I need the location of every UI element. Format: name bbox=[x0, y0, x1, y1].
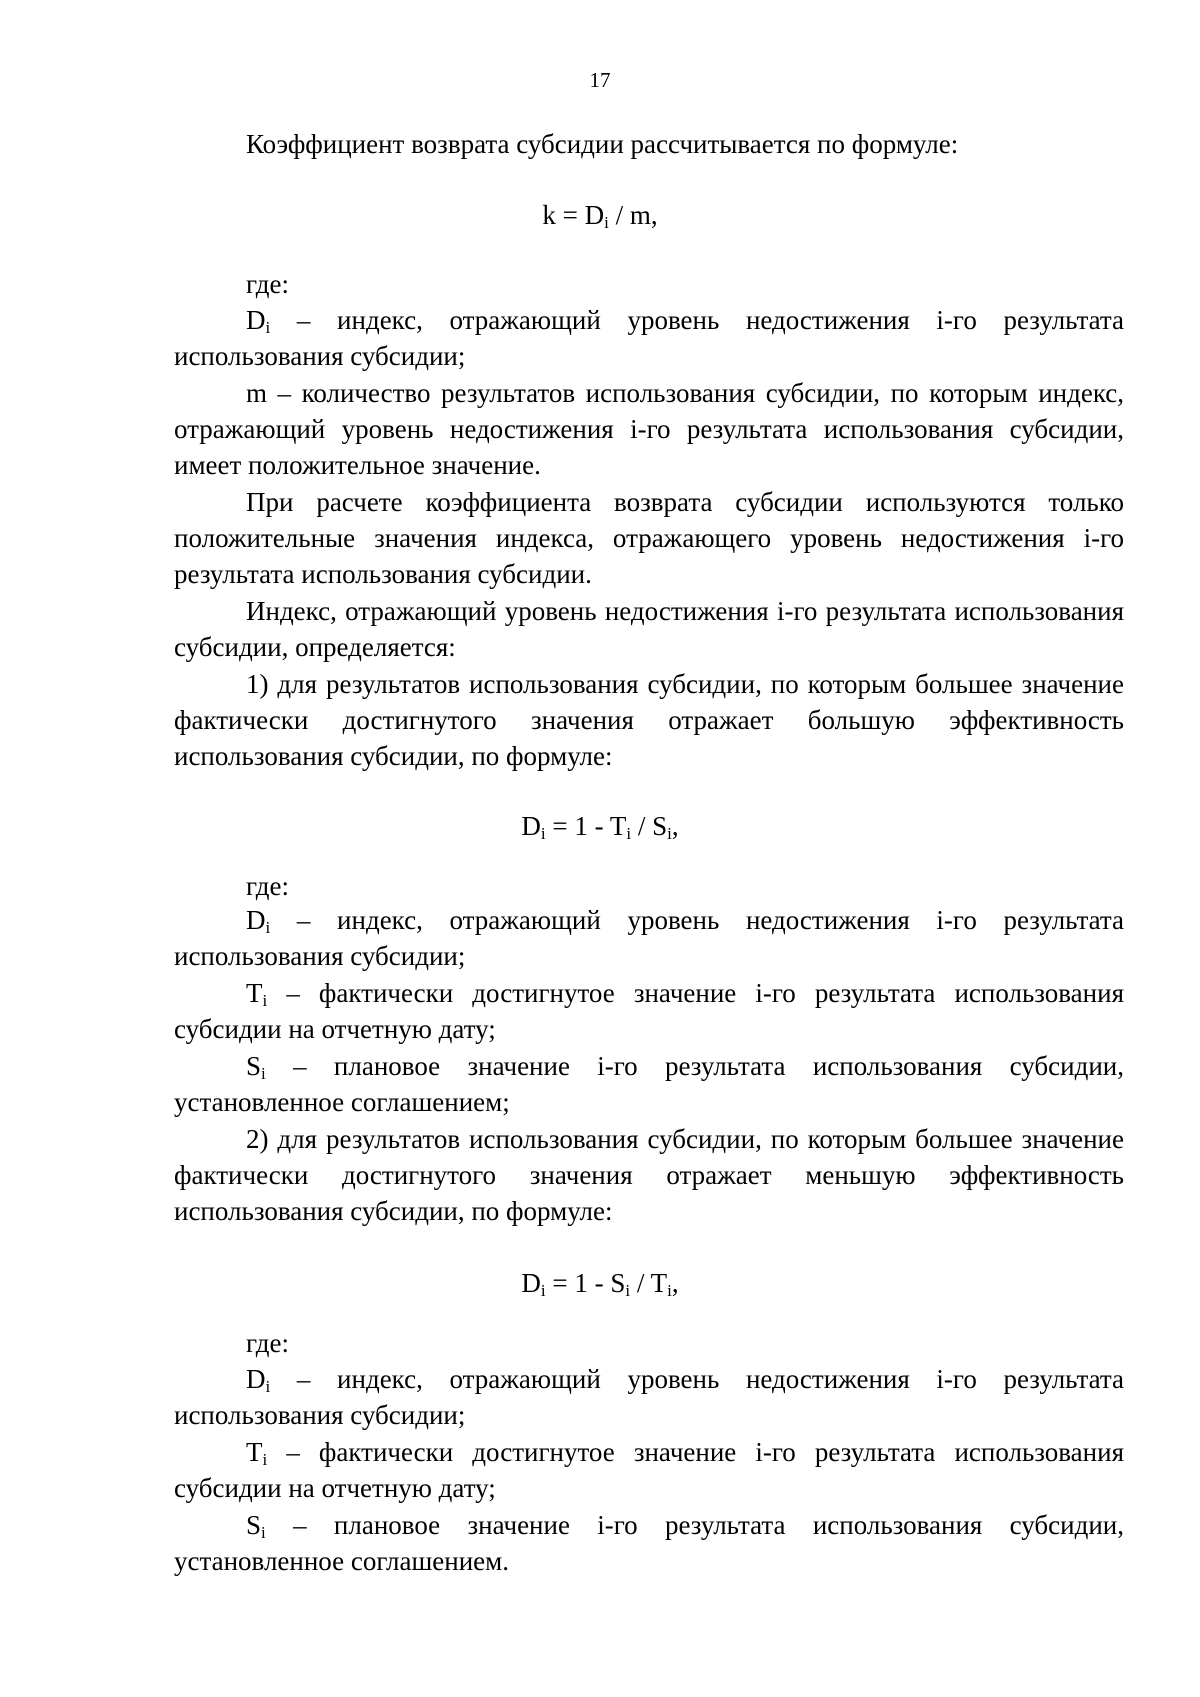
list-item-1: 1) для результатов использования субсидии, по которым большее значение фактически достигнутого значения отражает большую эффективность использования субсидии, по формуле: bbox=[174, 669, 1124, 771]
definition-si: $S_i$ – плановое значение i-го результата использования субсидии, установленное соглашением. bbox=[174, 1510, 1124, 1576]
definition-m: m – количество результатов использования субсидии, по которым индекс, отражающий уровень недостижения i-го результата использования субсидии, имеет положительное значение. bbox=[174, 378, 1124, 480]
where-label: где: bbox=[246, 269, 289, 299]
definition-di: $D_i$ – индекс, отражающий уровень недостижения i-го результата использования субсидии; bbox=[174, 1364, 1124, 1430]
definition-ti: $T_i$ – фактически достигнутое значение i-го результата использования субсидии на отчетную дату; bbox=[174, 978, 1124, 1044]
paragraph-positive-values: При расчете коэффициента возврата субсидии используются только положительные значения индекса, отражающего уровень недостижения i-го результата использования субсидии. bbox=[174, 487, 1124, 589]
formula-index-1: $D_i = 1 - T_i / S_i$, bbox=[521, 811, 679, 843]
where-label: где: bbox=[246, 871, 289, 901]
formula-index-2: $D_i = 1 - S_i / T_i$, bbox=[521, 1268, 679, 1300]
page-number: 17 bbox=[589, 68, 611, 92]
definition-ti: $T_i$ – фактически достигнутое значение i-го результата использования субсидии на отчетную дату; bbox=[174, 1437, 1124, 1503]
where-label: где: bbox=[246, 1328, 289, 1358]
definition-di: $D_i$ – индекс, отражающий уровень недостижения i-го результата использования субсидии; bbox=[174, 905, 1124, 971]
definition-di: $D_i$ – индекс, отражающий уровень недостижения i-го результата использования субсидии; bbox=[174, 305, 1124, 371]
formula-return-coefficient: $k = D_i / m$, bbox=[542, 200, 658, 232]
intro-paragraph: Коэффициент возврата субсидии рассчитывается по формуле: bbox=[246, 129, 959, 159]
list-item-2: 2) для результатов использования субсидии, по которым большее значение фактически достигнутого значения отражает меньшую эффективность использования субсидии, по формуле: bbox=[174, 1124, 1124, 1226]
paragraph-index-definition: Индекс, отражающий уровень недостижения i-го результата использования субсидии, определяется: bbox=[174, 596, 1124, 662]
definition-si: $S_i$ – плановое значение i-го результата использования субсидии, установленное соглашением; bbox=[174, 1051, 1124, 1117]
